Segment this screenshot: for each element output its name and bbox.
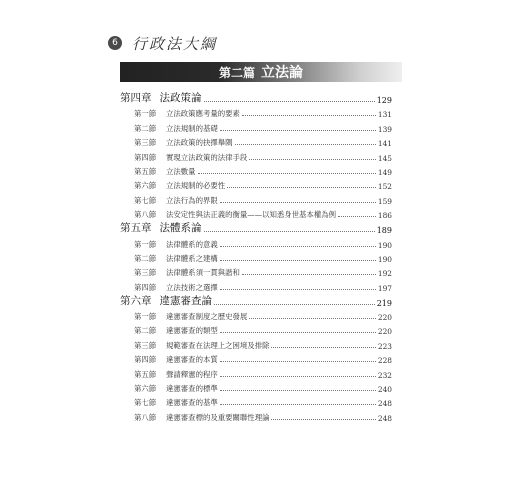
section-number: 第五節 bbox=[134, 166, 157, 176]
section-number: 第四節 bbox=[134, 152, 157, 162]
section-title: 立法規制的必要性 bbox=[166, 181, 226, 191]
dot-leader bbox=[214, 303, 375, 305]
section-number: 第三節 bbox=[134, 340, 157, 350]
dot-leader bbox=[271, 346, 375, 348]
page-number: 197 bbox=[377, 283, 392, 293]
toc-section-row bbox=[120, 365, 392, 379]
dot-leader bbox=[220, 288, 376, 290]
dot-leader bbox=[220, 201, 376, 203]
page-number: 248 bbox=[377, 399, 392, 409]
toc-section-row bbox=[120, 394, 392, 408]
section-title: 立法行為的界限 bbox=[166, 195, 218, 205]
toc-section-row bbox=[120, 105, 392, 119]
section-title: 違憲審查的類型 bbox=[166, 326, 218, 336]
dot-leader bbox=[220, 331, 376, 333]
page-number: 190 bbox=[377, 254, 392, 264]
dot-leader bbox=[220, 375, 376, 377]
toc-section-row bbox=[120, 380, 392, 394]
section-number: 第一節 bbox=[134, 239, 157, 249]
chapter-title: 違憲審查論 bbox=[159, 294, 212, 307]
table-of-contents bbox=[120, 90, 392, 423]
section-title: 違憲審查的標準 bbox=[166, 384, 218, 394]
toc-section-row bbox=[120, 134, 392, 148]
dot-leader bbox=[227, 186, 376, 188]
chapter-number: 第六章 bbox=[120, 294, 152, 307]
dot-leader bbox=[220, 259, 376, 261]
toc-section-row bbox=[120, 191, 392, 205]
page-number: 131 bbox=[377, 110, 392, 120]
page-number: 149 bbox=[377, 167, 392, 177]
section-title: 法律體系的意義 bbox=[166, 239, 218, 249]
toc-chapter-row bbox=[120, 220, 392, 235]
section-number: 第一節 bbox=[134, 312, 157, 322]
part-label: 第二篇 bbox=[218, 65, 255, 80]
section-title: 實現立法政策的法律手段 bbox=[166, 152, 248, 162]
page-number: 192 bbox=[377, 269, 392, 279]
section-number: 第五節 bbox=[134, 369, 157, 379]
toc-section-row bbox=[120, 148, 392, 162]
section-number: 第二節 bbox=[134, 253, 157, 263]
section-title: 法安定性與法正義的衡量——以知悉身世基本權為例 bbox=[166, 210, 336, 220]
page-number: 240 bbox=[377, 385, 392, 395]
section-title: 立法技術之選擇 bbox=[166, 282, 218, 292]
toc-section-row bbox=[120, 264, 392, 278]
dot-leader bbox=[220, 403, 376, 405]
section-number: 第八節 bbox=[134, 210, 157, 220]
page-number: 186 bbox=[377, 211, 392, 221]
section-number: 第三節 bbox=[134, 268, 157, 278]
page-number: 219 bbox=[376, 298, 392, 308]
dot-leader bbox=[235, 143, 376, 145]
section-title: 違憲審查的基準 bbox=[166, 398, 218, 408]
section-number: 第四節 bbox=[134, 355, 157, 365]
toc-section-row bbox=[120, 177, 392, 191]
section-number: 第一節 bbox=[134, 109, 157, 119]
page-number: 129 bbox=[376, 96, 392, 105]
toc-section-row bbox=[120, 322, 392, 336]
toc-section-row bbox=[120, 408, 392, 422]
section-title: 規範審查在法理上之困境及排除 bbox=[166, 340, 270, 350]
section-number: 第二節 bbox=[134, 123, 157, 133]
page-number: 228 bbox=[377, 356, 392, 366]
section-number: 第六節 bbox=[134, 384, 157, 394]
section-title: 聲請釋憲的程序 bbox=[166, 369, 218, 379]
dot-leader bbox=[242, 114, 376, 116]
dot-leader bbox=[220, 129, 376, 131]
dot-leader bbox=[271, 418, 375, 420]
page-number: 223 bbox=[377, 341, 392, 351]
dot-leader bbox=[220, 389, 376, 391]
page-number-badge: 6 bbox=[108, 36, 122, 50]
chapter-number: 第五章 bbox=[120, 222, 152, 235]
page-number: 139 bbox=[377, 124, 392, 134]
toc-section-row bbox=[120, 163, 392, 177]
toc-section-row bbox=[120, 336, 392, 350]
toc-section-row bbox=[120, 119, 392, 133]
dot-leader bbox=[338, 215, 376, 217]
page-number: 145 bbox=[377, 153, 392, 163]
toc-section-row bbox=[120, 235, 392, 249]
page-number: 190 bbox=[377, 240, 392, 250]
section-number: 第七節 bbox=[134, 195, 157, 205]
section-title: 違憲審查標的及重要關聯性理論 bbox=[166, 412, 270, 422]
dot-leader bbox=[198, 172, 376, 174]
chapter-title: 法體系論 bbox=[159, 222, 202, 235]
dot-leader bbox=[242, 273, 376, 275]
dot-leader bbox=[204, 100, 375, 102]
toc-section-row bbox=[120, 278, 392, 292]
page-header bbox=[108, 33, 217, 53]
chapter-title: 法政策論 bbox=[159, 92, 202, 104]
page-number: 248 bbox=[377, 413, 392, 423]
page-number: 141 bbox=[377, 139, 392, 149]
toc-section-row bbox=[120, 206, 392, 220]
toc-chapter-row bbox=[120, 90, 392, 105]
chapter-number: 第四章 bbox=[120, 92, 152, 104]
section-number: 第四節 bbox=[134, 282, 157, 292]
dot-leader bbox=[249, 317, 376, 319]
section-title: 法律體系之建構 bbox=[166, 253, 218, 263]
page-number: 189 bbox=[376, 226, 392, 236]
toc-chapter-row bbox=[120, 293, 392, 308]
section-title: 立法政策應考量的要素 bbox=[166, 109, 240, 119]
section-title: 立法數量 bbox=[166, 166, 196, 176]
section-title: 違憲審查的本質 bbox=[166, 355, 218, 365]
page-number: 159 bbox=[377, 196, 392, 206]
dot-leader bbox=[220, 245, 376, 247]
section-number: 第三節 bbox=[134, 138, 157, 148]
page-number: 220 bbox=[377, 313, 392, 323]
section-number: 第七節 bbox=[134, 398, 157, 408]
section-title: 法律體系須一貫與諧和 bbox=[166, 268, 240, 278]
section-title: 立法規制的基礎 bbox=[166, 123, 218, 133]
page-number: 232 bbox=[377, 370, 392, 380]
toc-section-row bbox=[120, 308, 392, 322]
page-number: 152 bbox=[377, 182, 392, 192]
page-number: 220 bbox=[377, 327, 392, 337]
section-title: 違憲審查制度之歷史發展 bbox=[166, 312, 248, 322]
toc-section-row bbox=[120, 250, 392, 264]
toc-section-row bbox=[120, 351, 392, 365]
section-number: 第八節 bbox=[134, 412, 157, 422]
dot-leader bbox=[249, 158, 376, 160]
section-number: 第二節 bbox=[134, 326, 157, 336]
part-title: 立法論 bbox=[261, 65, 303, 81]
dot-leader bbox=[220, 360, 376, 362]
running-title: 行政法大綱 bbox=[132, 34, 218, 53]
section-number: 第六節 bbox=[134, 181, 157, 191]
section-title: 立法政策的抉擇舉隅 bbox=[166, 138, 233, 148]
part-heading-bar bbox=[120, 62, 402, 82]
dot-leader bbox=[204, 230, 375, 232]
